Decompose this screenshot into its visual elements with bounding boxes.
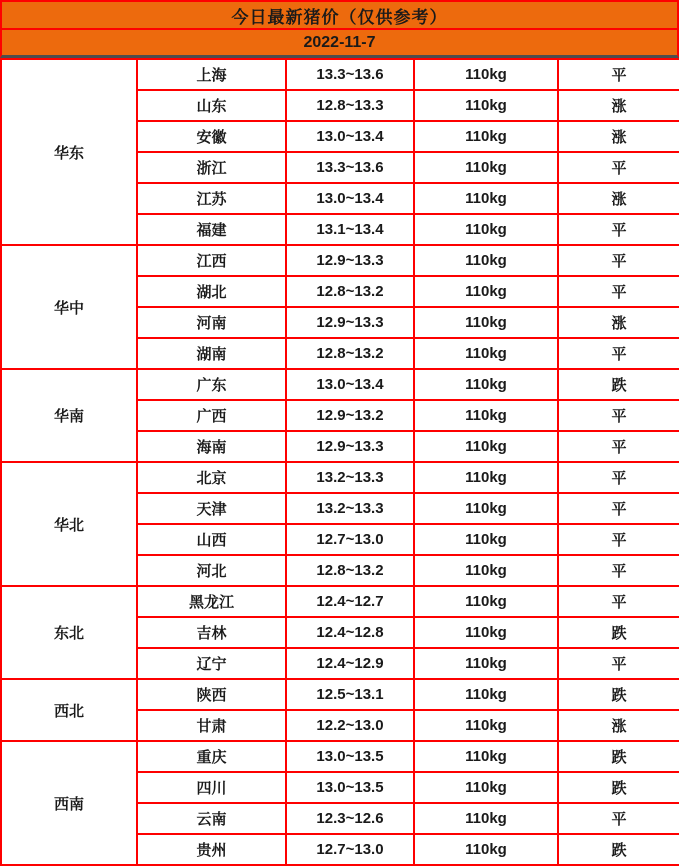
trend-cell: 平 bbox=[558, 462, 679, 493]
region-cell: 华南 bbox=[1, 369, 137, 462]
weight-cell: 110kg bbox=[414, 710, 558, 741]
weight-cell: 110kg bbox=[414, 400, 558, 431]
weight-cell: 110kg bbox=[414, 183, 558, 214]
province-cell: 广西 bbox=[137, 400, 286, 431]
province-cell: 贵州 bbox=[137, 834, 286, 865]
price-cell: 13.0~13.4 bbox=[286, 369, 414, 400]
table-row bbox=[1, 741, 679, 772]
weight-cell: 110kg bbox=[414, 617, 558, 648]
region-cell: 华东 bbox=[1, 59, 137, 245]
province-cell: 四川 bbox=[137, 772, 286, 803]
table-row bbox=[1, 679, 679, 710]
weight-cell: 110kg bbox=[414, 462, 558, 493]
weight-cell: 110kg bbox=[414, 586, 558, 617]
price-cell: 13.3~13.6 bbox=[286, 59, 414, 90]
price-cell: 13.1~13.4 bbox=[286, 214, 414, 245]
price-table-body bbox=[1, 59, 679, 865]
price-cell: 12.7~13.0 bbox=[286, 524, 414, 555]
trend-cell: 跌 bbox=[558, 772, 679, 803]
price-cell: 12.9~13.3 bbox=[286, 245, 414, 276]
weight-cell: 110kg bbox=[414, 245, 558, 276]
province-cell: 吉林 bbox=[137, 617, 286, 648]
trend-cell: 平 bbox=[558, 586, 679, 617]
weight-cell: 110kg bbox=[414, 834, 558, 865]
province-cell: 浙江 bbox=[137, 152, 286, 183]
trend-cell: 平 bbox=[558, 431, 679, 462]
price-cell: 12.8~13.2 bbox=[286, 338, 414, 369]
trend-cell: 平 bbox=[558, 245, 679, 276]
trend-cell: 平 bbox=[558, 338, 679, 369]
price-cell: 13.0~13.4 bbox=[286, 183, 414, 214]
price-cell: 13.0~13.5 bbox=[286, 741, 414, 772]
weight-cell: 110kg bbox=[414, 772, 558, 803]
price-cell: 13.2~13.3 bbox=[286, 493, 414, 524]
price-cell: 12.4~12.7 bbox=[286, 586, 414, 617]
table-row bbox=[1, 369, 679, 400]
trend-cell: 平 bbox=[558, 59, 679, 90]
province-cell: 福建 bbox=[137, 214, 286, 245]
trend-cell: 涨 bbox=[558, 121, 679, 152]
region-cell: 西北 bbox=[1, 679, 137, 741]
trend-cell: 平 bbox=[558, 803, 679, 834]
trend-cell: 平 bbox=[558, 276, 679, 307]
province-cell: 湖北 bbox=[137, 276, 286, 307]
trend-cell: 跌 bbox=[558, 369, 679, 400]
weight-cell: 110kg bbox=[414, 524, 558, 555]
weight-cell: 110kg bbox=[414, 555, 558, 586]
province-cell: 黑龙江 bbox=[137, 586, 286, 617]
province-cell: 山西 bbox=[137, 524, 286, 555]
trend-cell: 跌 bbox=[558, 834, 679, 865]
region-cell: 东北 bbox=[1, 586, 137, 679]
price-cell: 12.4~12.9 bbox=[286, 648, 414, 679]
weight-cell: 110kg bbox=[414, 214, 558, 245]
province-cell: 海南 bbox=[137, 431, 286, 462]
price-cell: 12.9~13.3 bbox=[286, 307, 414, 338]
price-cell: 12.8~13.2 bbox=[286, 276, 414, 307]
trend-cell: 平 bbox=[558, 214, 679, 245]
province-cell: 陕西 bbox=[137, 679, 286, 710]
region-cell: 华中 bbox=[1, 245, 137, 369]
price-cell: 12.9~13.2 bbox=[286, 400, 414, 431]
region-cell: 华北 bbox=[1, 462, 137, 586]
region-cell: 西南 bbox=[1, 741, 137, 865]
province-cell: 河南 bbox=[137, 307, 286, 338]
page-title: 今日最新猪价（仅供参考） bbox=[0, 0, 679, 30]
province-cell: 广东 bbox=[137, 369, 286, 400]
trend-cell: 平 bbox=[558, 493, 679, 524]
weight-cell: 110kg bbox=[414, 307, 558, 338]
price-cell: 12.4~12.8 bbox=[286, 617, 414, 648]
weight-cell: 110kg bbox=[414, 90, 558, 121]
province-cell: 江西 bbox=[137, 245, 286, 276]
weight-cell: 110kg bbox=[414, 803, 558, 834]
trend-cell: 涨 bbox=[558, 90, 679, 121]
weight-cell: 110kg bbox=[414, 431, 558, 462]
price-cell: 13.3~13.6 bbox=[286, 152, 414, 183]
weight-cell: 110kg bbox=[414, 276, 558, 307]
province-cell: 云南 bbox=[137, 803, 286, 834]
price-cell: 12.5~13.1 bbox=[286, 679, 414, 710]
weight-cell: 110kg bbox=[414, 648, 558, 679]
province-cell: 山东 bbox=[137, 90, 286, 121]
price-cell: 12.9~13.3 bbox=[286, 431, 414, 462]
weight-cell: 110kg bbox=[414, 369, 558, 400]
weight-cell: 110kg bbox=[414, 152, 558, 183]
trend-cell: 平 bbox=[558, 524, 679, 555]
weight-cell: 110kg bbox=[414, 741, 558, 772]
trend-cell: 涨 bbox=[558, 710, 679, 741]
price-cell: 13.2~13.3 bbox=[286, 462, 414, 493]
trend-cell: 平 bbox=[558, 400, 679, 431]
table-row bbox=[1, 245, 679, 276]
province-cell: 江苏 bbox=[137, 183, 286, 214]
weight-cell: 110kg bbox=[414, 338, 558, 369]
province-cell: 天津 bbox=[137, 493, 286, 524]
date-label: 2022-11-7 bbox=[0, 30, 679, 58]
trend-cell: 平 bbox=[558, 152, 679, 183]
province-cell: 甘肃 bbox=[137, 710, 286, 741]
price-cell: 12.2~13.0 bbox=[286, 710, 414, 741]
province-cell: 重庆 bbox=[137, 741, 286, 772]
price-cell: 12.3~12.6 bbox=[286, 803, 414, 834]
price-table bbox=[0, 58, 679, 866]
weight-cell: 110kg bbox=[414, 121, 558, 152]
trend-cell: 跌 bbox=[558, 679, 679, 710]
trend-cell: 平 bbox=[558, 648, 679, 679]
province-cell: 安徽 bbox=[137, 121, 286, 152]
trend-cell: 平 bbox=[558, 555, 679, 586]
province-cell: 辽宁 bbox=[137, 648, 286, 679]
trend-cell: 跌 bbox=[558, 617, 679, 648]
weight-cell: 110kg bbox=[414, 59, 558, 90]
table-row bbox=[1, 586, 679, 617]
price-cell: 13.0~13.4 bbox=[286, 121, 414, 152]
trend-cell: 跌 bbox=[558, 741, 679, 772]
weight-cell: 110kg bbox=[414, 493, 558, 524]
province-cell: 河北 bbox=[137, 555, 286, 586]
price-cell: 13.0~13.5 bbox=[286, 772, 414, 803]
price-cell: 12.8~13.3 bbox=[286, 90, 414, 121]
table-row bbox=[1, 462, 679, 493]
trend-cell: 涨 bbox=[558, 183, 679, 214]
trend-cell: 涨 bbox=[558, 307, 679, 338]
province-cell: 北京 bbox=[137, 462, 286, 493]
table-row bbox=[1, 59, 679, 90]
price-cell: 12.8~13.2 bbox=[286, 555, 414, 586]
province-cell: 上海 bbox=[137, 59, 286, 90]
weight-cell: 110kg bbox=[414, 679, 558, 710]
price-cell: 12.7~13.0 bbox=[286, 834, 414, 865]
province-cell: 湖南 bbox=[137, 338, 286, 369]
